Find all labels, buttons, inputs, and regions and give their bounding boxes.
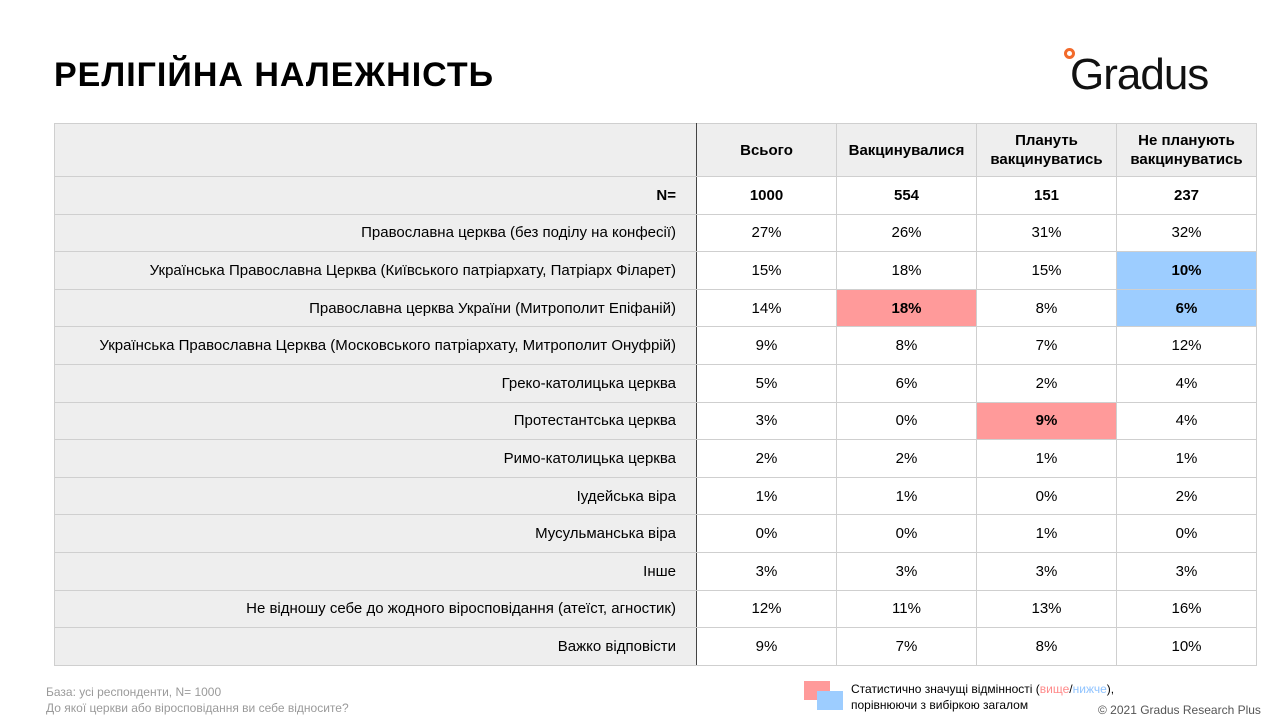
table-cell: 1%	[977, 440, 1117, 478]
table-row	[55, 364, 1257, 402]
table-cell: 18%	[837, 252, 977, 290]
footnote-question: До якої церкви або віросповідання ви себе відносите?	[46, 701, 349, 715]
table-cell: 12%	[697, 590, 837, 628]
table-cell: 2%	[837, 440, 977, 478]
table-cell: 2%	[977, 364, 1117, 402]
footnote-base: База: усі респонденти, N= 1000	[46, 685, 222, 699]
table-header-row	[55, 124, 1257, 177]
table-cell: 0%	[977, 477, 1117, 515]
row-label: Мусульманська віра	[55, 515, 697, 553]
table-row	[55, 214, 1257, 252]
table-cell: 31%	[977, 214, 1117, 252]
row-label: Українська Православна Церква (Московського патріархату, Митрополит Онуфрій)	[55, 327, 697, 365]
row-label: Важко відповісти	[55, 628, 697, 666]
row-label: Римо-католицька церква	[55, 440, 697, 478]
table-cell: 13%	[977, 590, 1117, 628]
table-cell: 554	[837, 177, 977, 215]
table-cell-higher: 18%	[837, 289, 977, 327]
gradus-logo	[1064, 48, 1234, 98]
table-cell: 4%	[1117, 364, 1257, 402]
table-row	[55, 289, 1257, 327]
column-header: Всього	[697, 124, 837, 177]
table-cell: 151	[977, 177, 1117, 215]
row-label: Православна церква (без поділу на конфесії)	[55, 214, 697, 252]
row-label: N=	[55, 177, 697, 215]
legend-lower-label: нижче	[1072, 682, 1107, 696]
table-row	[55, 252, 1257, 290]
column-header: Не планують вакцинуватись	[1117, 124, 1257, 177]
table-cell: 8%	[977, 289, 1117, 327]
table-row	[55, 440, 1257, 478]
table-cell: 5%	[697, 364, 837, 402]
table-cell: 6%	[837, 364, 977, 402]
row-label: Інше	[55, 552, 697, 590]
table-cell: 0%	[1117, 515, 1257, 553]
table-cell: 26%	[837, 214, 977, 252]
column-header: Вакцинувалися	[837, 124, 977, 177]
table-cell: 237	[1117, 177, 1257, 215]
table-cell: 1%	[977, 515, 1117, 553]
table-cell: 12%	[1117, 327, 1257, 365]
table-cell-lower: 6%	[1117, 289, 1257, 327]
copyright: © 2021 Gradus Research Plus	[1098, 703, 1261, 717]
row-label: Греко-католицька церква	[55, 364, 697, 402]
table-cell: 1%	[1117, 440, 1257, 478]
page-title: РЕЛІГІЙНА НАЛЕЖНІСТЬ	[54, 56, 495, 94]
table-row	[55, 402, 1257, 440]
n-row	[55, 177, 1257, 215]
column-header: Плануть вакцинуватись	[977, 124, 1117, 177]
legend-sep: /	[1069, 682, 1073, 696]
header-empty-cell	[55, 124, 697, 177]
table-cell-lower: 10%	[1117, 252, 1257, 290]
legend-text-start: Статистично значущі відмінності (	[851, 682, 1040, 696]
table-row	[55, 552, 1257, 590]
table-cell: 3%	[977, 552, 1117, 590]
table-cell-higher: 9%	[977, 402, 1117, 440]
table-cell: 15%	[977, 252, 1117, 290]
table-cell: 16%	[1117, 590, 1257, 628]
table-cell: 3%	[1117, 552, 1257, 590]
table-cell: 27%	[697, 214, 837, 252]
footnote	[46, 684, 349, 716]
table-cell: 1%	[697, 477, 837, 515]
table-cell: 3%	[697, 552, 837, 590]
religion-table	[54, 123, 1257, 666]
table-cell: 0%	[697, 515, 837, 553]
table-cell: 8%	[977, 628, 1117, 666]
table-cell: 32%	[1117, 214, 1257, 252]
table-cell: 0%	[837, 515, 977, 553]
table-cell: 3%	[837, 552, 977, 590]
row-label: Іудейська віра	[55, 477, 697, 515]
table-cell: 9%	[697, 628, 837, 666]
table-cell: 11%	[837, 590, 977, 628]
legend-line2: порівнюючи з вибіркою загалом	[851, 698, 1029, 712]
table-row	[55, 515, 1257, 553]
table-row	[55, 477, 1257, 515]
table-cell: 3%	[697, 402, 837, 440]
legend-text-end: ),	[1106, 682, 1115, 696]
table-cell: 9%	[697, 327, 837, 365]
table-row	[55, 590, 1257, 628]
table-cell: 0%	[837, 402, 977, 440]
legend-higher-label: вище	[1039, 682, 1070, 696]
table-cell: 2%	[697, 440, 837, 478]
table-cell: 7%	[977, 327, 1117, 365]
table-row	[55, 628, 1257, 666]
table-cell: 15%	[697, 252, 837, 290]
table-cell: 7%	[837, 628, 977, 666]
logo-text: Gradus	[1070, 50, 1209, 99]
row-label: Українська Православна Церква (Київського патріархату, Патріарх Філарет)	[55, 252, 697, 290]
legend-swatch-lower	[817, 691, 843, 710]
row-label: Православна церква України (Митрополит Епіфаній)	[55, 289, 697, 327]
table-cell: 2%	[1117, 477, 1257, 515]
table-cell: 1000	[697, 177, 837, 215]
table-cell: 14%	[697, 289, 837, 327]
table-cell: 1%	[837, 477, 977, 515]
row-label: Протестантська церква	[55, 402, 697, 440]
table-cell: 4%	[1117, 402, 1257, 440]
row-label: Не відношу себе до жодного віросповідання (атеїст, агностик)	[55, 590, 697, 628]
table-row	[55, 327, 1257, 365]
table-cell: 10%	[1117, 628, 1257, 666]
table-cell: 8%	[837, 327, 977, 365]
